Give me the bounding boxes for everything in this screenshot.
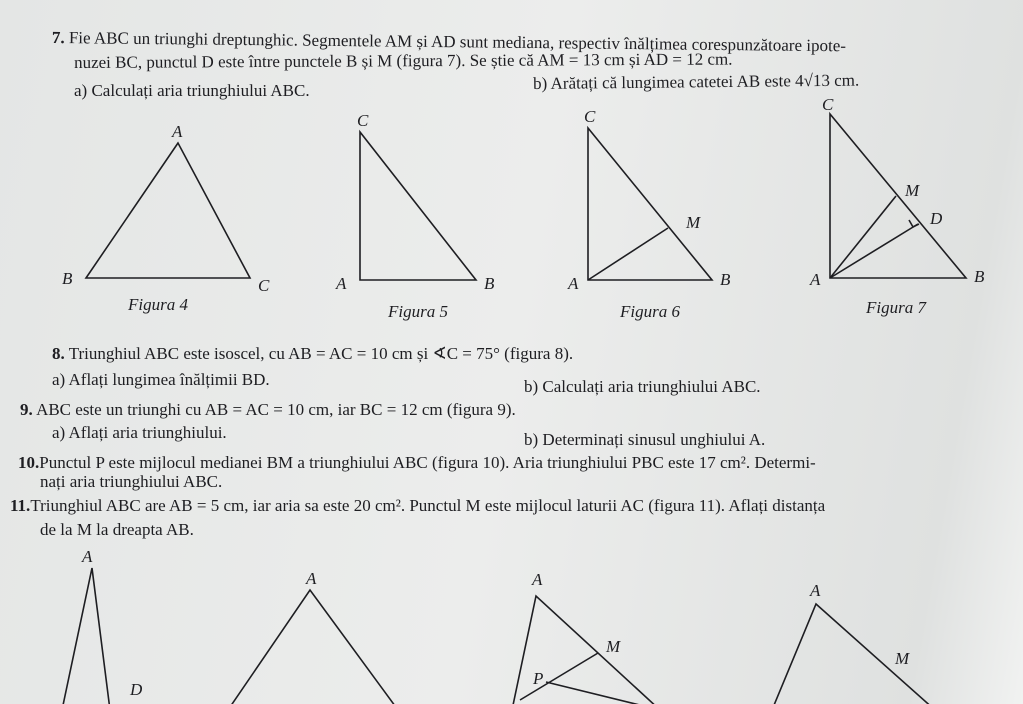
vertex-label: M xyxy=(895,649,910,668)
vertex-label: M xyxy=(686,213,701,232)
problem-number: 11. xyxy=(10,496,31,515)
figure-9 xyxy=(228,569,398,704)
problem-11-line-2: de la M la dreapta AB. xyxy=(40,520,194,539)
problem-7-part-b: b) Arătați că lungimea catetei AB este 4√13 cm. xyxy=(533,70,860,93)
triangle xyxy=(86,143,250,278)
vertex-label: C xyxy=(822,95,834,114)
vertex-label: A xyxy=(172,122,183,141)
problem-9-part-a: a) Aflați aria triunghiului. xyxy=(52,423,227,442)
vertex-label: A xyxy=(810,270,821,289)
figure-4 xyxy=(62,122,270,314)
problem-text: ABC este un triunghi cu AB = AC = 10 cm, iar BC = 12 cm (figura 9). xyxy=(36,400,516,419)
problem-number: 9. xyxy=(20,400,33,419)
vertex-label: B xyxy=(484,274,495,293)
triangle xyxy=(228,590,398,704)
vertex-label: B xyxy=(720,270,731,289)
figure-8 xyxy=(62,547,143,704)
problem-7-part-a: a) Calculați aria triunghiului ABC. xyxy=(74,81,310,100)
altitude-AD xyxy=(830,224,918,278)
vertex-label: A xyxy=(336,274,347,293)
figure-caption: Figura 5 xyxy=(388,302,448,321)
vertex-label: A xyxy=(810,581,821,600)
triangle xyxy=(62,568,110,704)
vertex-label: A xyxy=(306,569,317,588)
figure-caption: Figura 4 xyxy=(128,295,188,314)
triangle xyxy=(772,604,935,704)
problem-number: 10. xyxy=(18,453,40,472)
vertex-label: D xyxy=(930,209,943,228)
figure-11 xyxy=(772,581,935,704)
vertex-label: A xyxy=(82,547,93,566)
figure-5 xyxy=(335,111,495,321)
problem-7-line-2: nuzei BC, punctul D este între punctele B și M (figura 7). Se știe că AM = 13 cm și AD = 12 cm. xyxy=(74,49,733,72)
triangle xyxy=(588,128,712,280)
problem-text: Triunghiul ABC este isoscel, cu AB = AC = 10 cm și ∢C = 75° (figura 8). xyxy=(68,344,574,363)
problem-text: Punctul P este mijlocul medianei BM a triunghiului ABC (figura 10). Aria triunghiului PBC este 17 cm². Determi- xyxy=(39,453,816,472)
vertex-label: B xyxy=(62,269,73,288)
vertex-label: M xyxy=(606,637,621,656)
problem-number: 7. xyxy=(51,28,65,48)
problem-8-part-a: a) Aflați lungimea înălțimii BD. xyxy=(52,370,270,389)
triangle xyxy=(360,132,476,280)
vertex-label: A xyxy=(568,274,579,293)
segment-PC xyxy=(546,682,660,704)
median-AM xyxy=(588,228,668,280)
median-BM xyxy=(520,653,598,700)
vertex-label: C xyxy=(584,107,596,126)
vertex-label: M xyxy=(905,181,920,200)
vertex-label: C xyxy=(357,111,369,130)
vertex-label: P xyxy=(533,669,544,688)
problem-8-part-b: b) Calculați aria triunghiului ABC. xyxy=(524,377,761,396)
figure-10 xyxy=(512,570,660,704)
vertex-label: A xyxy=(532,570,543,589)
problem-text: Triunghiul ABC are AB = 5 cm, iar aria sa este 20 cm². Punctul M este mijlocul laturii AC (figura 11). Aflați distanța xyxy=(30,496,826,515)
figure-7 xyxy=(809,95,985,317)
vertex-label: C xyxy=(258,276,270,295)
problem-9-part-b: b) Determinați sinusul unghiului A. xyxy=(524,430,766,449)
vertex-label: D xyxy=(130,680,143,699)
problem-number: 8. xyxy=(52,344,65,363)
median-AM xyxy=(830,196,896,278)
figure-6 xyxy=(567,107,731,321)
vertex-label: B xyxy=(974,267,985,286)
problem-text: Fie ABC un triunghi dreptunghic. Segmentele AM și AD sunt mediana, respectiv înălțimea corespunzătoare ipote- xyxy=(68,28,847,56)
figure-caption: Figura 7 xyxy=(866,298,926,317)
problem-10-line-2: nați aria triunghiului ABC. xyxy=(40,472,223,491)
figure-caption: Figura 6 xyxy=(620,302,680,321)
